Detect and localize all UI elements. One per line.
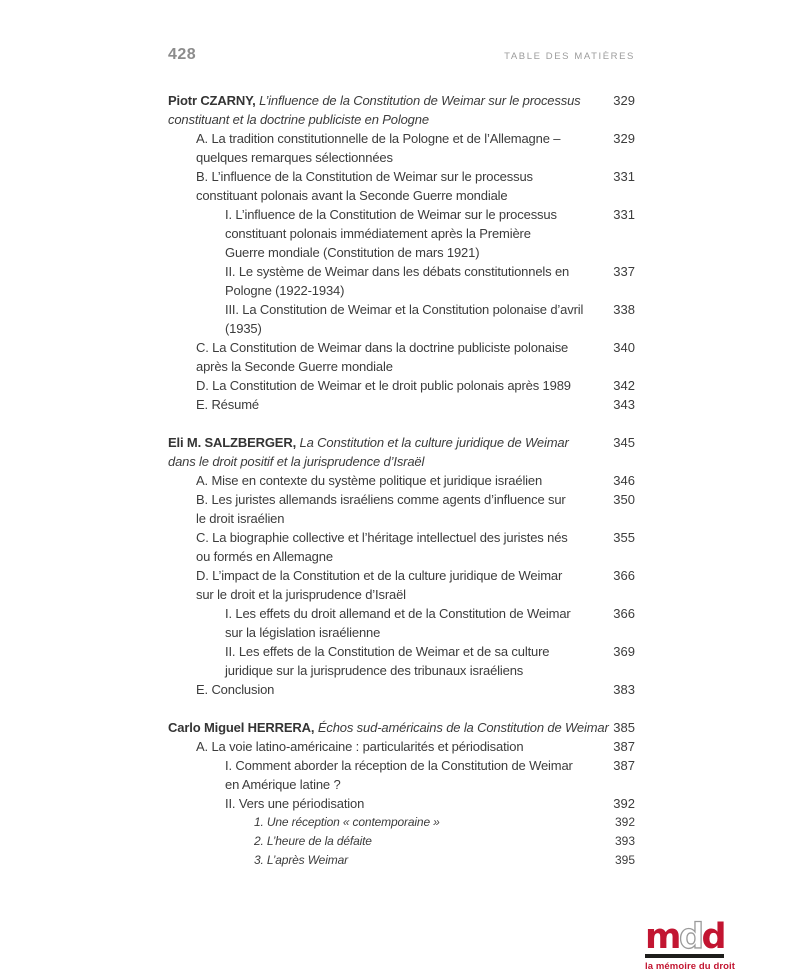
toc-page-ref: 329 xyxy=(613,93,635,108)
toc-line xyxy=(168,642,635,661)
toc-line xyxy=(168,851,635,870)
toc-line xyxy=(168,148,635,167)
toc-line xyxy=(168,281,635,300)
toc-page-ref: 346 xyxy=(613,473,635,488)
toc-line xyxy=(168,129,635,148)
toc-line-text: II. Vers une périodisation xyxy=(225,796,365,811)
toc-line xyxy=(168,490,635,509)
toc-author-name: Eli M. SALZBERGER, xyxy=(168,435,297,450)
toc-page-ref: 329 xyxy=(613,131,635,146)
toc-line-text: A. La voie latino-américaine : particularités et périodisation xyxy=(196,739,524,754)
toc-line-text: (1935) xyxy=(225,321,262,336)
toc-line xyxy=(168,262,635,281)
toc-line xyxy=(168,395,635,414)
toc-line-text: E. Résumé xyxy=(196,397,259,412)
toc-line xyxy=(168,547,635,566)
toc-page-ref: 337 xyxy=(613,264,635,279)
toc-line-text: II. Le système de Weimar dans les débats constitutionnels en xyxy=(225,264,570,279)
toc-page-ref: 387 xyxy=(613,758,635,773)
toc-line-text: C. La biographie collective et l’héritage intellectuel des juristes nés xyxy=(196,530,568,545)
toc-page-ref: 385 xyxy=(613,720,635,735)
running-header xyxy=(168,46,635,64)
toc-line-text: 3. L’après Weimar xyxy=(254,853,348,867)
toc-line-text: dans le droit positif et la jurisprudence d’Israël xyxy=(168,454,425,469)
toc-line xyxy=(168,357,635,376)
toc-line-text: constituant et la doctrine publiciste en Pologne xyxy=(168,112,429,127)
toc-page-ref: 366 xyxy=(613,606,635,621)
toc-page-ref: 331 xyxy=(613,169,635,184)
toc-line xyxy=(168,433,635,452)
toc-page-ref: 343 xyxy=(613,397,635,412)
toc-line xyxy=(168,243,635,262)
toc-page-ref: 369 xyxy=(613,644,635,659)
toc-line-text xyxy=(168,93,581,108)
toc-line-text: constituant polonais avant la Seconde Guerre mondiale xyxy=(196,188,508,203)
toc-page-ref: 387 xyxy=(613,739,635,754)
toc-line-text: B. Les juristes allemands israéliens comme agents d’influence sur xyxy=(196,492,566,507)
toc-line xyxy=(168,566,635,585)
toc-page-ref: 342 xyxy=(613,378,635,393)
toc-page-ref: 393 xyxy=(614,834,635,848)
toc-line xyxy=(168,756,635,775)
toc-line xyxy=(168,680,635,699)
toc-line xyxy=(168,205,635,224)
running-title: TABLE DES MATIÈRES xyxy=(504,51,635,62)
toc-line xyxy=(168,718,635,737)
toc-line-text: juridique sur la jurisprudence des tribunaux israéliens xyxy=(225,663,524,678)
toc-line xyxy=(168,509,635,528)
logo-letter-d: d xyxy=(701,917,725,958)
toc-line-text: sur la législation israélienne xyxy=(225,625,381,640)
toc-line-text xyxy=(168,435,569,450)
toc-page-ref: 392 xyxy=(613,796,635,811)
toc-line-text: D. L’impact de la Constitution et de la culture juridique de Weimar xyxy=(196,568,563,583)
toc-line-text: constituant polonais immédiatement après la Première xyxy=(225,226,531,241)
toc-line xyxy=(168,585,635,604)
toc-page-ref: 392 xyxy=(614,815,635,829)
toc-line xyxy=(168,471,635,490)
toc-page-ref: 345 xyxy=(613,435,635,450)
toc-line-text xyxy=(168,720,609,735)
toc-chapter-title: Échos sud-américains de la Constitution de Weimar xyxy=(317,720,609,735)
publisher-logo xyxy=(645,917,736,972)
toc-line xyxy=(168,300,635,319)
toc-chapter-title: L’influence de la Constitution de Weimar sur le processus xyxy=(259,93,581,108)
toc-line xyxy=(168,186,635,205)
toc xyxy=(168,91,635,870)
toc-line xyxy=(168,737,635,756)
toc-page-ref: 395 xyxy=(614,853,635,867)
toc-line-text: le droit israélien xyxy=(196,511,285,526)
toc-author-name: Carlo Miguel HERRERA, xyxy=(168,720,315,735)
toc-line-text: B. L’influence de la Constitution de Weimar sur le processus xyxy=(196,169,533,184)
toc-line-text: C. La Constitution de Weimar dans la doctrine publiciste polonaise xyxy=(196,340,569,355)
toc-line-text: A. Mise en contexte du système politique et juridique israélien xyxy=(196,473,543,488)
toc-line-text: I. Comment aborder la réception de la Constitution de Weimar xyxy=(225,758,573,773)
toc-line xyxy=(168,319,635,338)
toc-page-ref: 331 xyxy=(613,207,635,222)
toc-chapter-title: La Constitution et la culture juridique de Weimar xyxy=(299,435,569,450)
toc-line xyxy=(168,661,635,680)
toc-line xyxy=(168,224,635,243)
toc-line-text: 1. Une réception « contemporaine » xyxy=(254,815,440,829)
toc-line xyxy=(168,110,635,129)
toc-line-text: quelques remarques sélectionnées xyxy=(196,150,393,165)
toc-line xyxy=(168,452,635,471)
toc-line-text: ou formés en Allemagne xyxy=(196,549,333,564)
toc-line-text: I. Les effets du droit allemand et de la Constitution de Weimar xyxy=(225,606,571,621)
toc-page-ref: 366 xyxy=(613,568,635,583)
toc-page-ref: 355 xyxy=(613,530,635,545)
toc-line-text: après la Seconde Guerre mondiale xyxy=(196,359,393,374)
toc-line-text: 2. L’heure de la défaite xyxy=(254,834,372,848)
toc-line xyxy=(168,528,635,547)
toc-line-text: A. La tradition constitutionnelle de la Pologne et de l’Allemagne – xyxy=(196,131,561,146)
toc-line-text: III. La Constitution de Weimar et la Constitution polonaise d’avril xyxy=(225,302,584,317)
mdd-logo-icon xyxy=(645,917,725,958)
toc-line xyxy=(168,623,635,642)
toc-line-text: Guerre mondiale (Constitution de mars 1921) xyxy=(225,245,480,260)
logo-letter-d-outline: d xyxy=(678,917,702,958)
toc-line xyxy=(168,604,635,623)
logo-tagline: la mémoire du droit xyxy=(645,961,736,972)
toc-page-ref: 383 xyxy=(613,682,635,697)
logo-letter-m: m xyxy=(645,917,679,958)
toc-line xyxy=(168,832,635,851)
toc-line xyxy=(168,775,635,794)
toc-line xyxy=(168,167,635,186)
toc-line-text: sur le droit et la jurisprudence d’Israël xyxy=(196,587,406,602)
toc-line-text: II. Les effets de la Constitution de Weimar et de sa culture xyxy=(225,644,550,659)
toc-line-text: D. La Constitution de Weimar et le droit public polonais après 1989 xyxy=(196,378,571,393)
toc-line xyxy=(168,794,635,813)
toc-line xyxy=(168,338,635,357)
toc-line-text: en Amérique latine ? xyxy=(225,777,341,792)
toc-page-ref: 338 xyxy=(613,302,635,317)
toc-line-text: I. L’influence de la Constitution de Weimar sur le processus xyxy=(225,207,557,222)
page-number: 428 xyxy=(168,46,197,63)
toc-line xyxy=(168,813,635,832)
toc-line-text: E. Conclusion xyxy=(196,682,275,697)
toc-line-text: Pologne (1922-1934) xyxy=(225,283,345,298)
toc-page-ref: 350 xyxy=(613,492,635,507)
toc-page-ref: 340 xyxy=(613,340,635,355)
toc-author-name: Piotr CZARNY, xyxy=(168,93,256,108)
toc-line xyxy=(168,376,635,395)
toc-line xyxy=(168,91,635,110)
